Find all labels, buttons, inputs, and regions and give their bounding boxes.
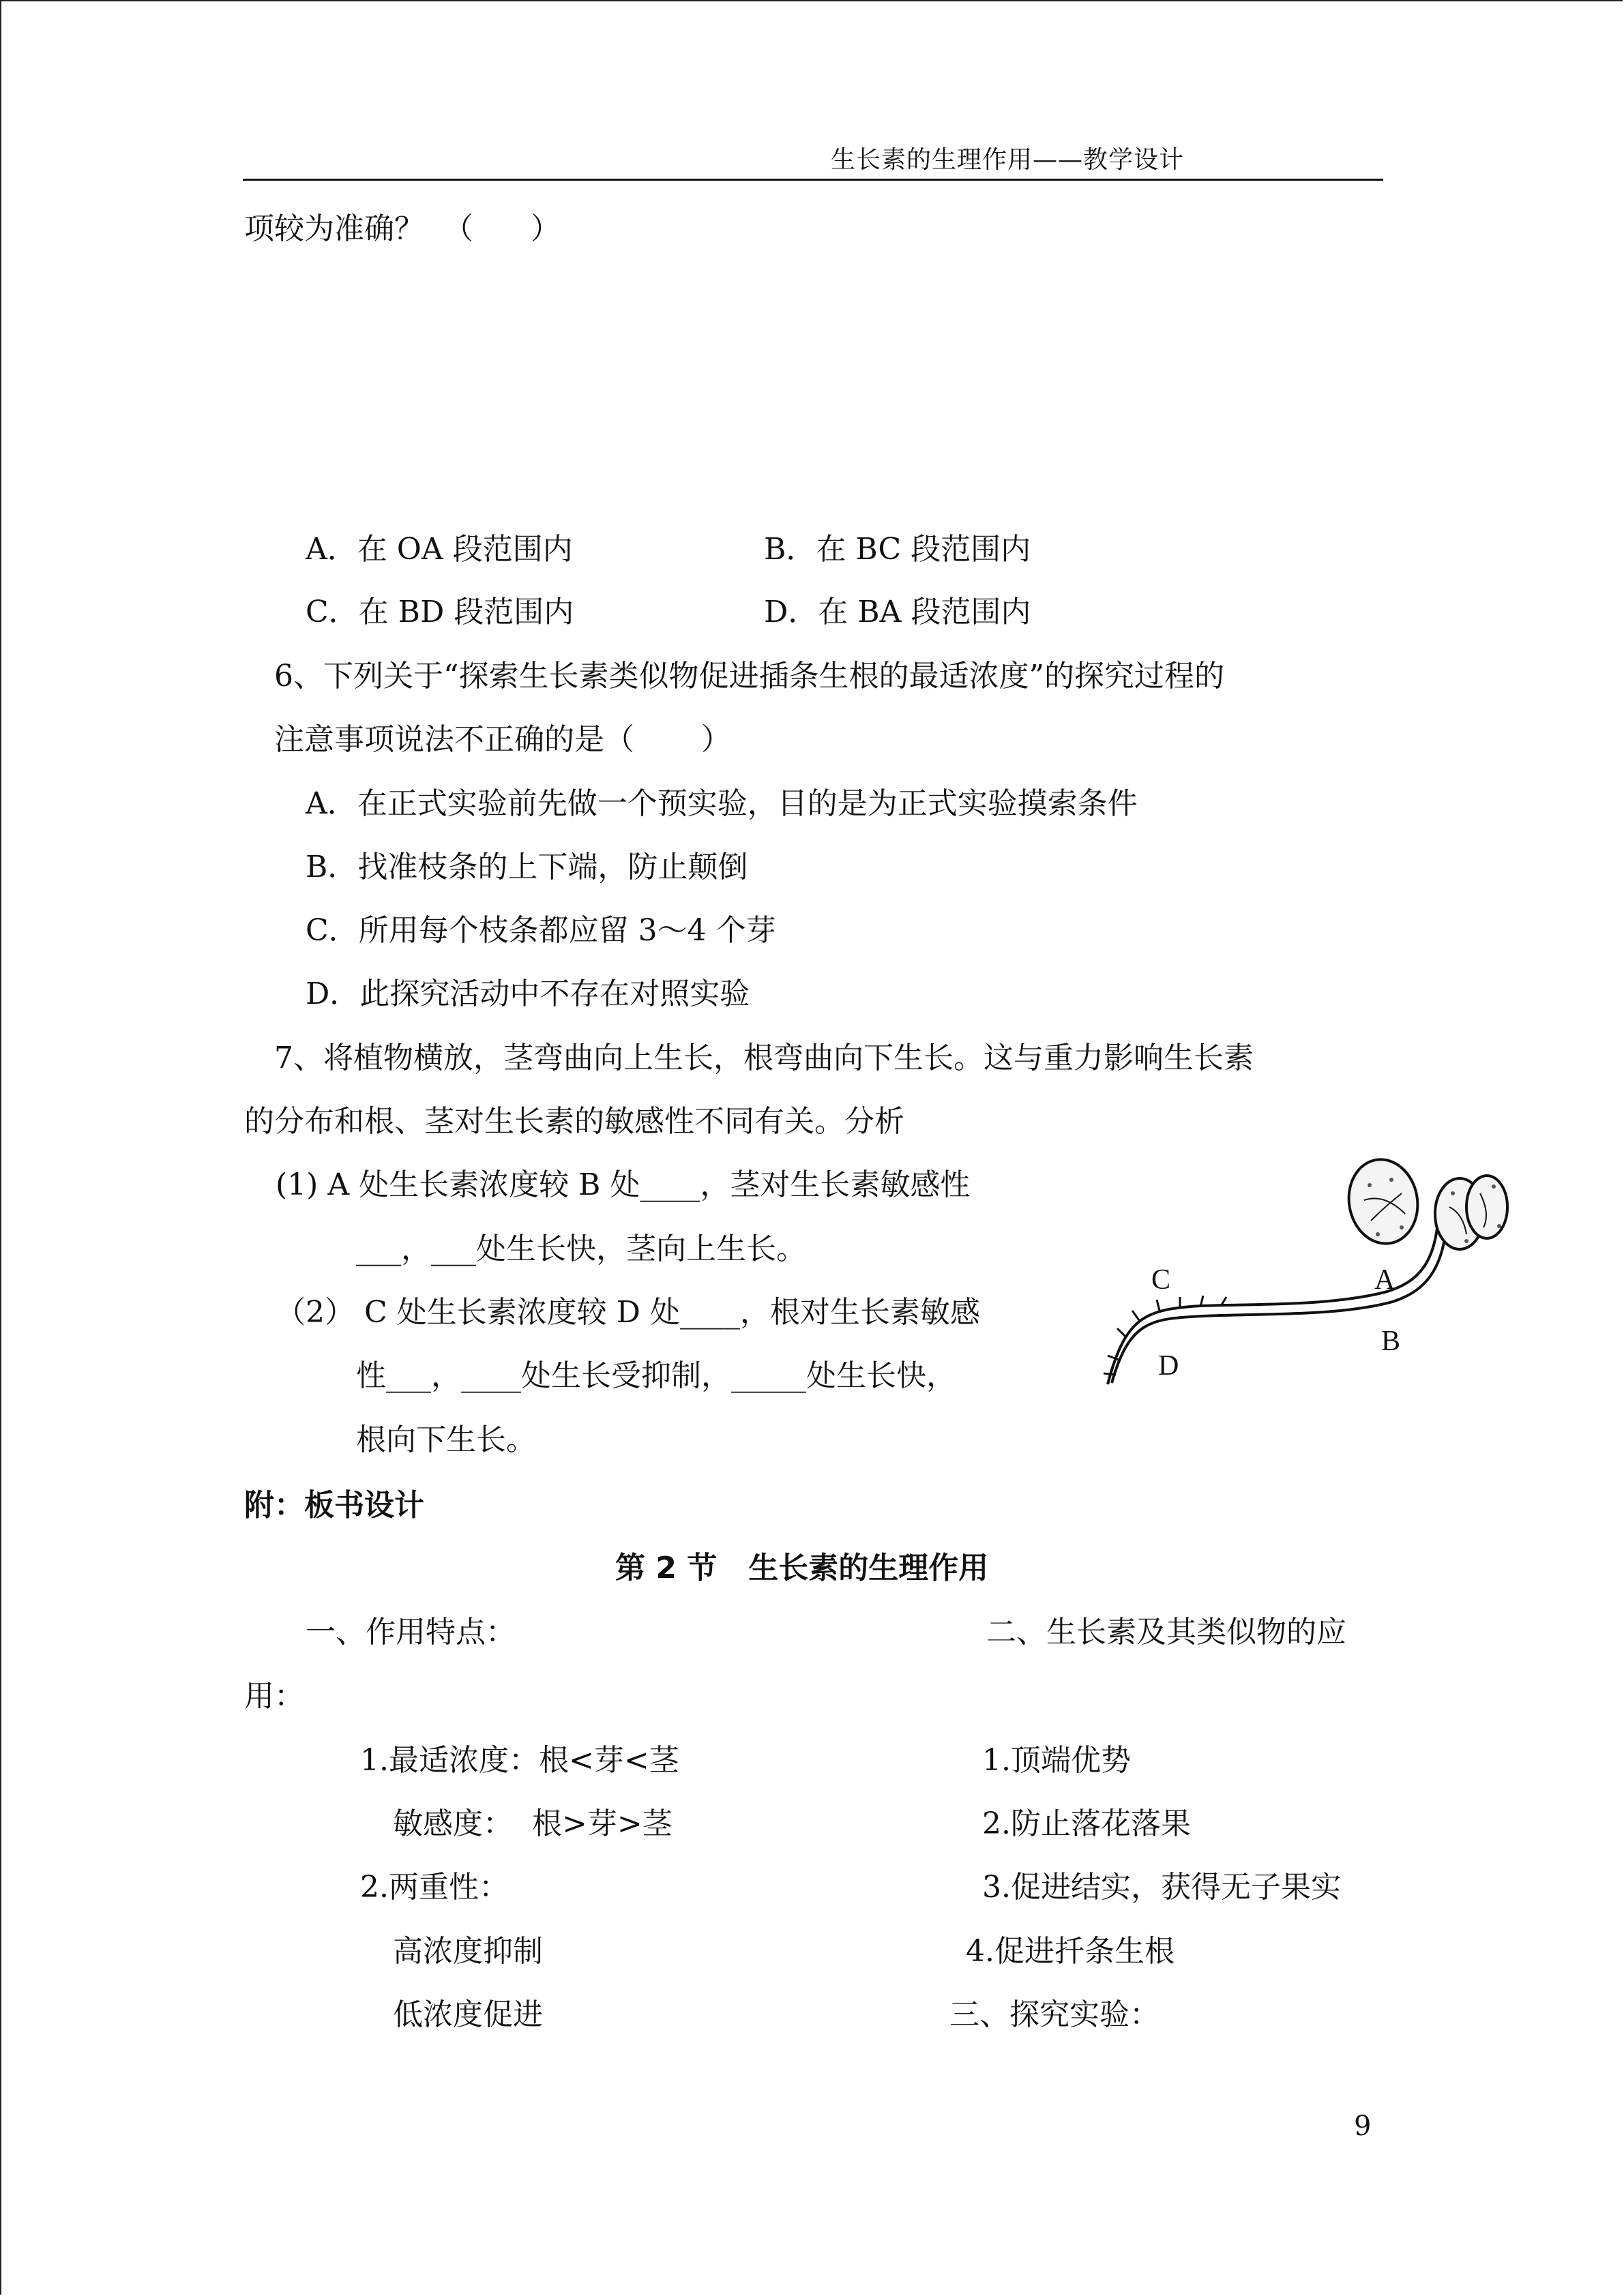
q7-part2-line3: 根向下生长。 bbox=[356, 1422, 536, 1457]
q5-stem-tail: 项较为准确？ （ ） bbox=[244, 211, 561, 246]
q5-option-d: D．在 BA 段范围内 bbox=[764, 595, 1031, 629]
board-left-item-2: 敏感度： 根>芽>茎 bbox=[393, 1806, 673, 1841]
board-left-item-5: 低浓度促进 bbox=[393, 1997, 543, 2032]
q7-part2-line2: 性___，____处生长受抑制，_____处生长快， bbox=[356, 1358, 956, 1393]
board-heading: 附：板书设计 bbox=[244, 1488, 424, 1523]
q7-stem-line2: 的分布和根、茎对生长素的敏感性不同有关。分析 bbox=[244, 1104, 904, 1139]
q6-option-b: B．找准枝条的上下端，防止颠倒 bbox=[306, 850, 748, 884]
header-rule bbox=[243, 179, 1383, 181]
board-left-item-3: 2.两重性： bbox=[360, 1870, 509, 1905]
q5-option-b: B．在 BC 段范围内 bbox=[764, 532, 1031, 567]
board-right-item-4: 4.促进扦条生根 bbox=[966, 1934, 1175, 1969]
board-right-item-1: 1.顶端优势 bbox=[982, 1743, 1131, 1778]
board-left-item-4: 高浓度抑制 bbox=[393, 1934, 543, 1969]
label-b: B bbox=[1381, 1326, 1401, 1357]
label-a: A bbox=[1374, 1264, 1396, 1296]
q7-part1-line1: (1) A 处生长素浓度较 B 处____，茎对生长素敏感性 bbox=[276, 1167, 971, 1202]
page-number: 9 bbox=[1354, 2111, 1372, 2142]
q5-option-c: C．在 BD 段范围内 bbox=[306, 595, 574, 629]
q6-stem-line1: 6、下列关于“探索生长素类似物促进插条生根的最适浓度”的探究过程的 bbox=[274, 659, 1224, 694]
label-d: D bbox=[1158, 1350, 1179, 1382]
q5-option-a: A．在 OA 段范围内 bbox=[306, 532, 573, 567]
q6-stem-line2: 注意事项说法不正确的是（ ） bbox=[274, 722, 731, 757]
label-c: C bbox=[1151, 1264, 1171, 1296]
q7-part1-line2: ___，___处生长快，茎向上生长。 bbox=[356, 1232, 806, 1266]
board-section-2: 二、生长素及其类似物的应 bbox=[986, 1615, 1346, 1650]
board-right-item-3: 3.促进结实，获得无子果实 bbox=[982, 1870, 1341, 1905]
q6-option-a: A．在正式实验前先做一个预实验，目的是为正式实验摸索条件 bbox=[306, 786, 1138, 821]
board-section-2-cont: 用： bbox=[244, 1679, 304, 1714]
board-right-item-2: 2.防止落花落果 bbox=[982, 1806, 1191, 1841]
q7-stem-line1: 7、将植物横放，茎弯曲向上生长，根弯曲向下生长。这与重力影响生长素 bbox=[274, 1041, 1254, 1075]
horizontal-plant-figure bbox=[1098, 1152, 1514, 1398]
board-left-item-1: 1.最适浓度：根<芽<茎 bbox=[360, 1743, 679, 1778]
board-section-1: 一、作用特点： bbox=[306, 1615, 516, 1650]
board-title: 第 2 节 生长素的生理作用 bbox=[615, 1551, 989, 1585]
q7-part2-line1: （2） C 处生长素浓度较 D 处____，根对生长素敏感 bbox=[276, 1295, 980, 1330]
q6-option-c: C．所用每个枝条都应留 3～4 个芽 bbox=[306, 913, 776, 948]
running-header: 生长素的生理作用——教学设计 bbox=[831, 146, 1185, 174]
q6-option-d: D．此探究活动中不存在对照实验 bbox=[306, 976, 750, 1011]
board-right-item-5: 三、探究实验： bbox=[949, 1997, 1160, 2032]
